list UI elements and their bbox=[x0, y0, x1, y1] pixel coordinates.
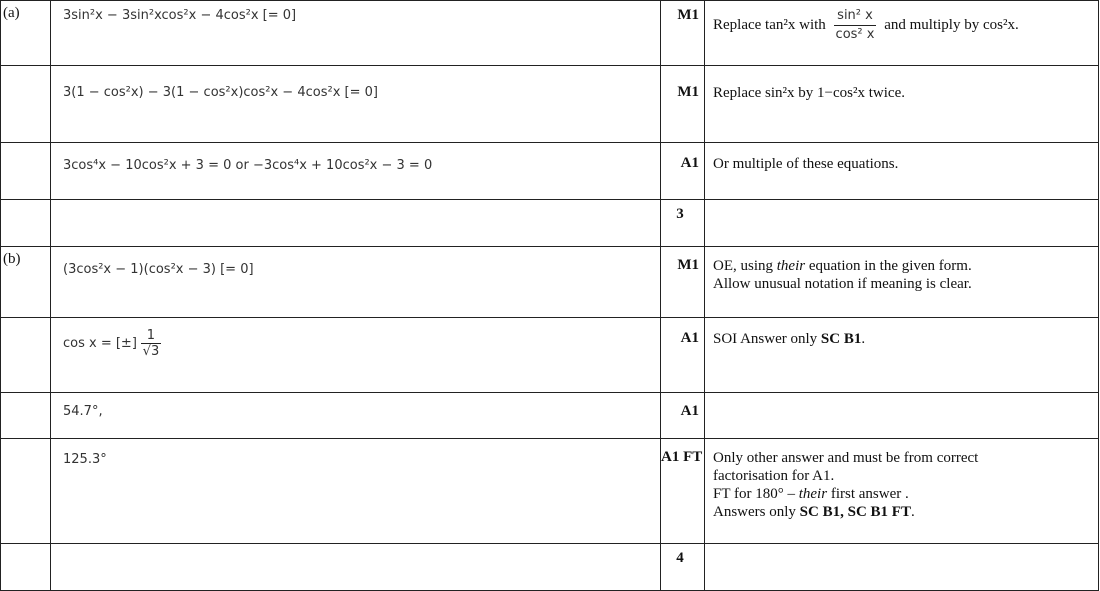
guidance-cell: SOI Answer only SC B1. bbox=[705, 318, 1099, 393]
fraction bbox=[834, 7, 877, 44]
table-row bbox=[1, 200, 1099, 247]
guidance-cell bbox=[705, 439, 1099, 544]
total-marks: 4 bbox=[661, 544, 705, 591]
mark-cell: M1 bbox=[661, 66, 705, 143]
fraction-denominator: cos² x bbox=[835, 27, 875, 42]
part-label-a: (a) bbox=[1, 1, 51, 66]
guidance-text: and multiply by cos²x. bbox=[884, 16, 1019, 33]
table-row bbox=[1, 544, 1099, 591]
mark-cell: A1 FT bbox=[661, 439, 705, 544]
total-marks: 3 bbox=[661, 200, 705, 247]
guidance-line: Answers only SC B1, SC B1 FT. bbox=[713, 504, 915, 520]
guidance-cell: Or multiple of these equations. bbox=[705, 143, 1099, 200]
answer-cell bbox=[51, 143, 661, 200]
mark-cell: M1 bbox=[661, 247, 705, 318]
table-row bbox=[1, 318, 1099, 393]
guidance-text: Replace tan²x with bbox=[713, 16, 826, 33]
guidance-cell bbox=[705, 247, 1099, 318]
guidance-cell bbox=[705, 393, 1099, 439]
answer-text: 54.7°, bbox=[63, 404, 103, 419]
guidance-line: factorisation for A1. bbox=[713, 468, 835, 484]
answer-text: 3cos⁴x − 10cos²x + 3 = 0 or −3cos⁴x + 10cos²x − 3 = 0 bbox=[63, 158, 433, 173]
mark-cell: A1 bbox=[661, 393, 705, 439]
answer-cell bbox=[51, 439, 661, 544]
table-row bbox=[1, 66, 1099, 143]
answer-cell bbox=[51, 247, 661, 318]
part-label-b: (b) bbox=[1, 247, 51, 318]
answer-text: cos x = [±] bbox=[63, 335, 137, 351]
mark-cell: A1 bbox=[661, 143, 705, 200]
guidance-line: Only other answer and must be from correct bbox=[713, 450, 979, 466]
guidance-cell bbox=[705, 1, 1099, 66]
fraction-numerator: 1 bbox=[141, 328, 162, 344]
answer-text: 3(1 − cos²x) − 3(1 − cos²x)cos²x − 4cos²x [= 0] bbox=[63, 85, 378, 100]
table-row bbox=[1, 1, 1099, 66]
table-row bbox=[1, 439, 1099, 544]
answer-cell bbox=[51, 318, 661, 393]
guidance-line: Allow unusual notation if meaning is clear. bbox=[713, 276, 972, 292]
fraction bbox=[141, 328, 162, 359]
answer-cell bbox=[51, 393, 661, 439]
table-row bbox=[1, 247, 1099, 318]
answer-text: 125.3° bbox=[63, 452, 107, 467]
fraction-numerator: sin² x bbox=[834, 7, 877, 26]
answer-text: 3sin²x − 3sin²xcos²x − 4cos²x [= 0] bbox=[63, 8, 297, 23]
mark-cell: A1 bbox=[661, 318, 705, 393]
mark-cell: M1 bbox=[661, 1, 705, 66]
answer-cell bbox=[51, 66, 661, 143]
guidance-line: FT for 180° – their first answer . bbox=[713, 486, 909, 502]
table-row bbox=[1, 393, 1099, 439]
guidance-cell: Replace sin²x by 1−cos²x twice. bbox=[705, 66, 1099, 143]
answer-cell bbox=[51, 1, 661, 66]
fraction-denominator: √3 bbox=[142, 344, 160, 359]
table-row bbox=[1, 143, 1099, 200]
guidance-line: OE, using their equation in the given form. bbox=[713, 258, 972, 274]
answer-text: (3cos²x − 1)(cos²x − 3) [= 0] bbox=[63, 262, 254, 277]
